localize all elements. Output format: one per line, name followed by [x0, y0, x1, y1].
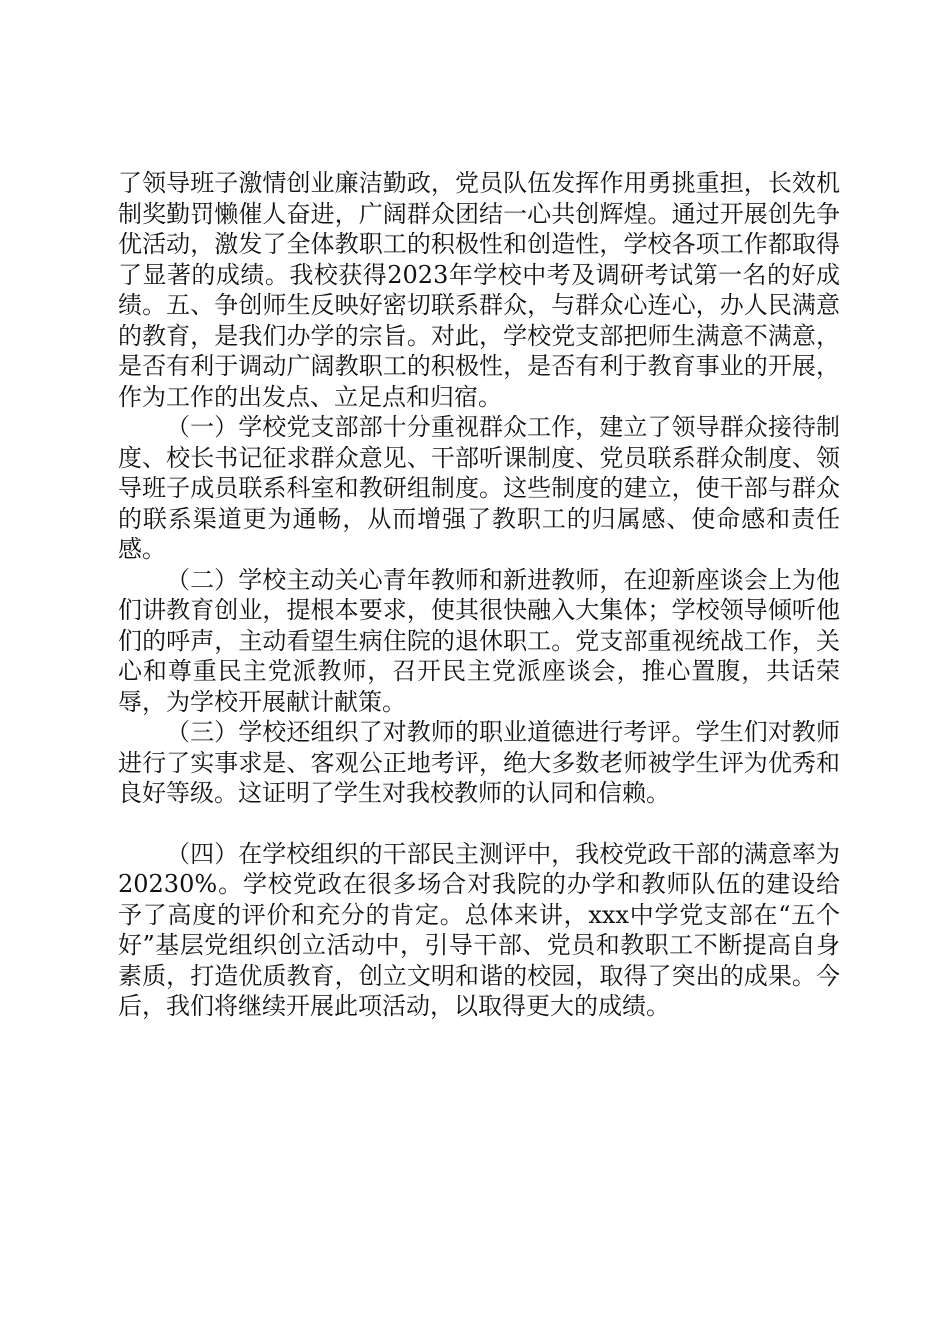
paragraph-section-1: （一）学校党支部部十分重视群众工作，建立了领导群众接待制度、校长书记征求群众意见、干部听课制度、党员联系群众制度、领导班子成员联系科室和教研组制度。这些制度的建立，使干部与群众的联系渠道更为通畅，从而增强了教职工的归属感、使命感和责任感。 — [118, 413, 840, 563]
paragraph-section-2: （二）学校主动关心青年教师和新进教师，在迎新座谈会上为他们讲教育创业，提根本要求，使其很快融入大集体；学校领导倾听他们的呼声，主动看望生病住院的退休职工。党支部重视统战工作，关心和尊重民主党派教师，召开民主党派座谈会，推心置腹，共话荣辱，为学校开展献计献策。 — [118, 565, 840, 716]
paragraph-continuation: 了领导班子激情创业廉洁勤政，党员队伍发挥作用勇挑重担，长效机制奖勤罚懒催人奋进，广阔群众团结一心共创辉煌。通过开展创先争优活动，激发了全体教职工的积极性和创造性，学校各项工作都取得了显著的成绩。我校获得2023年学校中考及调研考试第一名的好成绩。五、争创师生反映好密切联系群众，与群众心连心，办人民满意的教育，是我们办学的宗旨。对此，学校党支部把师生满意不满意，是否有利于调动广阔教职工的积极性，是否有利于教育事业的开展，作为工作的出发点、立足点和归宿。 — [118, 169, 840, 411]
document-body — [118, 168, 840, 1022]
paragraph-section-4: （四）在学校组织的干部民主测评中，我校党政干部的满意率为20230%。学校党政在很多场合对我院的办学和教师队伍的建设给予了高度的评价和充分的肯定。总体来讲，xxx中学党支部在“五个好”基层党组织创立活动中，引导干部、党员和教职工不断提高自身素质，打造优质教育，创立文明和谐的校园，取得了突出的成果。今后，我们将继续开展此项活动，以取得更大的成绩。 — [118, 839, 840, 1020]
paragraph-section-3: （三）学校还组织了对教师的职业道德进行考评。学生们对教师进行了实事求是、客观公正地考评，绝大多数老师被学生评为优秀和良好等级。这证明了学生对我校教师的认同和信赖。 — [118, 718, 840, 807]
